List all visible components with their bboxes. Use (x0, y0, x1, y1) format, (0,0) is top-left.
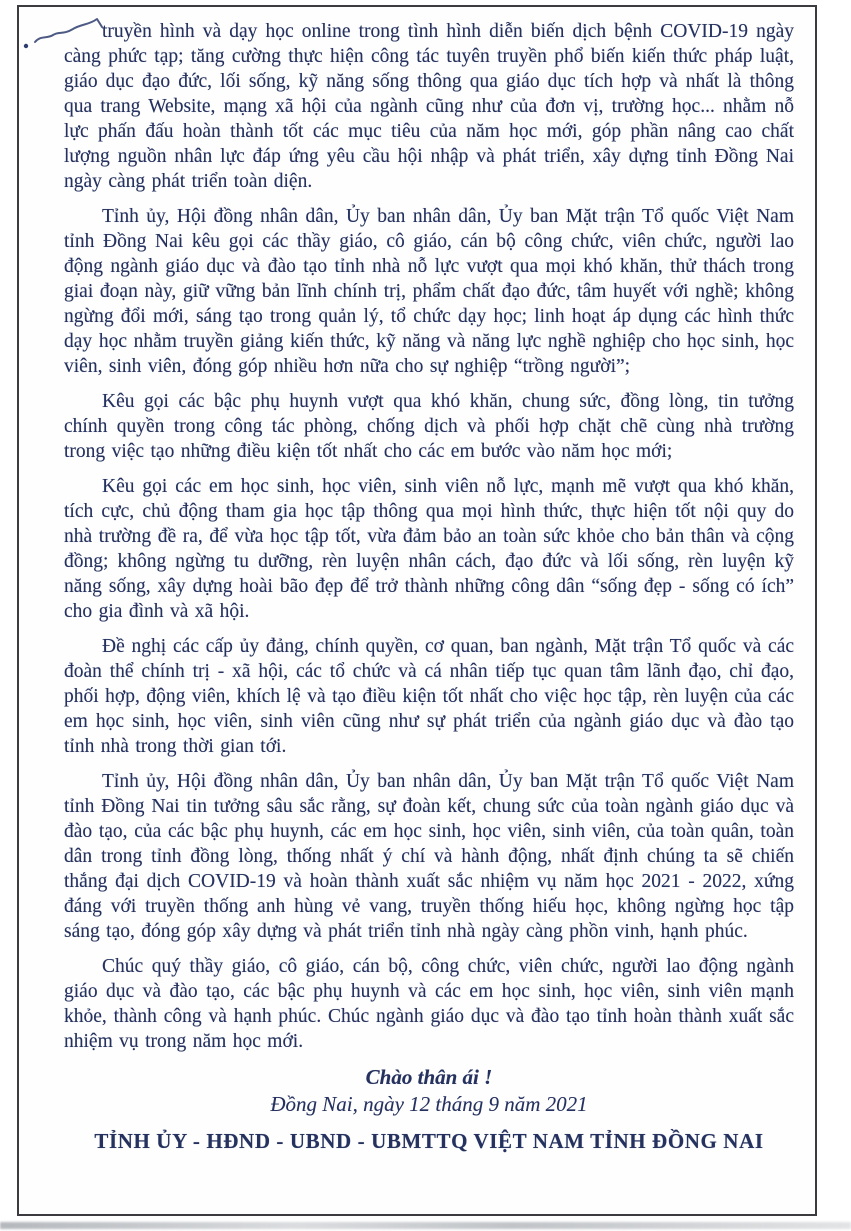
body-paragraph: truyền hình và dạy học online trong tình hình diễn biến dịch bệnh COVID-19 ngày càng phức tạp; tăng cường thực hiện công tác tuyên truyền phổ biến kiến thức pháp luật, giáo dục đạo đức, lối sống, kỹ năng sống thông qua giáo dục tích hợp và nhất là thông qua trang Website, mạng xã hội của ngành cũng như của đơn vị, trường học... nhằm nỗ lực phấn đấu hoàn thành tốt các mục tiêu của năm học mới, góp phần nâng cao chất lượng nguồn nhân lực đáp ứng yêu cầu hội nhập và phát triển, xây dựng tỉnh Đồng Nai ngày càng phát triển toàn diện. (64, 21, 794, 192)
body-paragraph: Kêu gọi các bậc phụ huynh vượt qua khó khăn, chung sức, đồng lòng, tin tưởng chính quyền trong công tác phòng, chống dịch và phối hợp chặt chẽ cùng nhà trường trong việc tạo những điều kiện tốt nhất cho các em bước vào năm học mới; (64, 391, 794, 462)
body-paragraph: Kêu gọi các em học sinh, học viên, sinh viên nỗ lực, mạnh mẽ vượt qua khó khăn, tích cực, chủ động tham gia học tập thông qua mọi hình thức, thực hiện tốt nội quy do nhà trường đề ra, để vừa học tập tốt, vừa đảm bảo an toàn sức khỏe cho bản thân và cộng đồng; không ngừng tu dưỡng, rèn luyện nhân cách, đạo đức và lối sống, rèn luyện kỹ năng sống, xây dựng hoài bão đẹp để trở thành những công dân “sống đẹp - sống có ích” cho gia đình và xã hội. (64, 476, 794, 622)
page-border (17, 5, 817, 1216)
scan-edge-shadow (0, 1222, 851, 1229)
body-paragraph: Tỉnh ủy, Hội đồng nhân dân, Ủy ban nhân dân, Ủy ban Mặt trận Tổ quốc Việt Nam tỉnh Đồng Nai tin tưởng sâu sắc rằng, sự đoàn kết, chung sức của toàn ngành giáo dục và đào tạo, của các bậc phụ huynh, các em học sinh, học viên, sinh viên, của toàn quân, toàn dân trong tỉnh đồng lòng, thống nhất ý chí và hành động, nhất định chúng ta sẽ chiến thắng đại dịch COVID-19 và hoàn thành xuất sắc nhiệm vụ năm học 2021 - 2022, xứng đáng với truyền thống anh hùng vẻ vang, truyền thống hiếu học, không ngừng học tập sáng tạo, đóng góp xây dựng và phát triển tỉnh nhà ngày càng phồn vinh, hạnh phúc. (64, 771, 794, 942)
signature-line: TỈNH ỦY - HĐND - UBND - UBMTTQ VIỆT NAM TỈNH ĐỒNG NAI (94, 1129, 764, 1153)
body-paragraph: Chúc quý thầy giáo, cô giáo, cán bộ, công chức, viên chức, người lao động ngành giáo dục và đào tạo, các bậc phụ huynh và các em học sinh, học viên, sinh viên mạnh khỏe, thành công và hạnh phúc. Chúc ngành giáo dục và đào tạo tỉnh hoàn thành xuất sắc nhiệm vụ trong năm học mới. (64, 956, 794, 1052)
closing-salutation: Chào thân ái ! (365, 1065, 493, 1089)
closing-dateline: Đồng Nai, ngày 12 tháng 9 năm 2021 (270, 1092, 588, 1116)
closing-block (64, 1064, 794, 1155)
body-paragraph: Tỉnh ủy, Hội đồng nhân dân, Ủy ban nhân dân, Ủy ban Mặt trận Tổ quốc Việt Nam tỉnh Đồng Nai kêu gọi các thầy giáo, cô giáo, cán bộ công chức, viên chức, người lao động ngành giáo dục và đào tạo tỉnh nhà nỗ lực vượt qua mọi khó khăn, thử thách trong giai đoạn này, giữ vững bản lĩnh chính trị, phẩm chất đạo đức, tâm huyết với nghề; không ngừng đổi mới, sáng tạo trong quản lý, tổ chức dạy học; linh hoạt áp dụng các hình thức dạy học nhằm truyền giảng kiến thức, kỹ năng và năng lực nghề nghiệp cho học sinh, học viên, sinh viên, đóng góp nhiều hơn nữa cho sự nghiệp “trồng người”; (64, 206, 794, 377)
letter-body (64, 19, 794, 1155)
body-paragraph: Đề nghị các cấp ủy đảng, chính quyền, cơ quan, ban ngành, Mặt trận Tổ quốc và các đoàn thể chính trị - xã hội, các tổ chức và cá nhân tiếp tục quan tâm lãnh đạo, chỉ đạo, phối hợp, động viên, khích lệ và tạo điều kiện tốt nhất cho việc học tập, rèn luyện của các em học sinh, học viên, sinh viên cũng như sự phát triển của ngành giáo dục và đào tạo tỉnh nhà trong thời gian tới. (64, 636, 794, 757)
